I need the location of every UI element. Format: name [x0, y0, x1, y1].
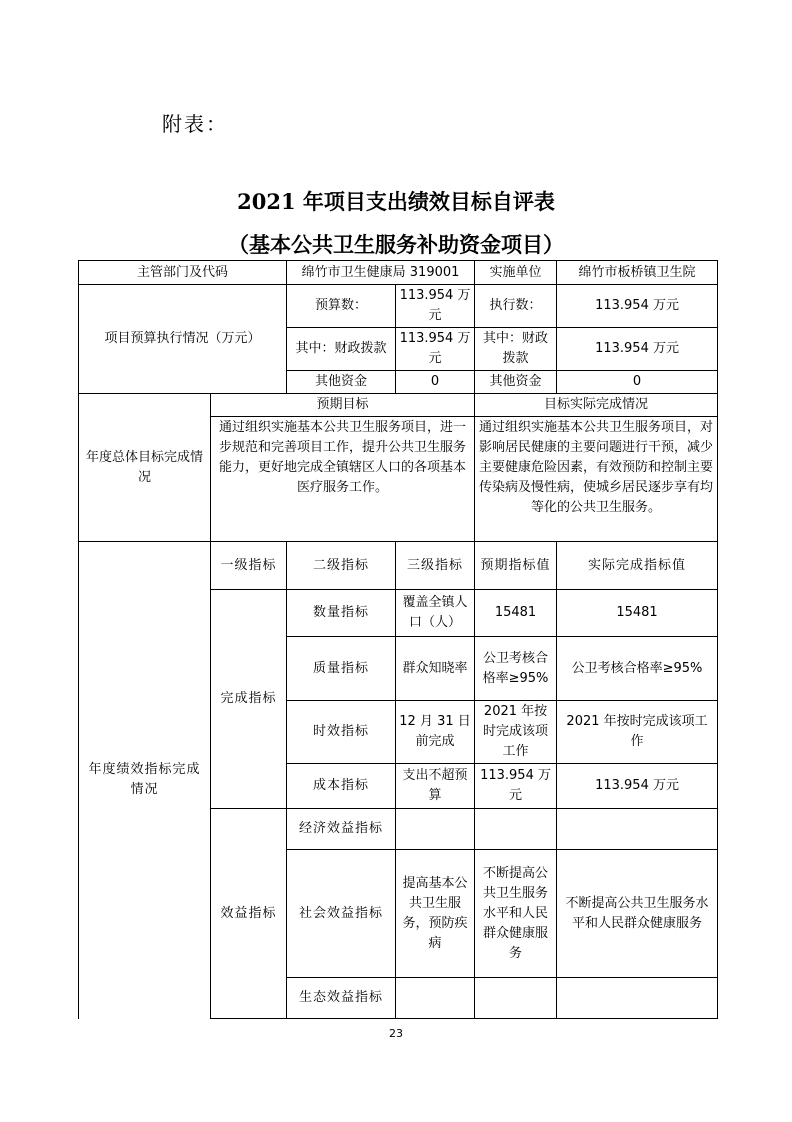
other-label: 其他资金 [287, 371, 396, 394]
table-row-expected: 2021 年按时完成该项工作 [475, 701, 557, 764]
completion-indicator-label: 完成指标 [211, 590, 287, 809]
table-row-level3: 覆盖全镇人口（人） [396, 590, 475, 637]
other-budget: 0 [396, 371, 475, 394]
impl-label: 实施单位 [475, 261, 557, 285]
table-row-level2: 成本指标 [287, 764, 396, 809]
goals-section-label: 年度总体目标完成情况 [79, 394, 211, 542]
page-title: 2021 年项目支出绩效目标自评表 [237, 189, 555, 214]
exec-label: 执行数： [475, 285, 557, 328]
actual-goal-text: 通过组织实施基本公共卫生服务项目，对影响居民健康的主要问题进行干预，减少主要健康危险因素，有效预防和控制主要传染病及慢性病，使城乡居民逐步享有均等化的公共卫生服务。 [475, 417, 718, 542]
table-row-level2: 社会效益指标 [287, 850, 396, 978]
dept-value: 绵竹市卫生健康局 319001 [287, 261, 475, 285]
attachment-label: 附表： [162, 112, 228, 136]
expected-goal-text: 通过组织实施基本公共卫生服务项目，进一步规范和完善项目工作，提升公共卫生服务能力，更好地完成全镇辖区人口的各项基本医疗服务工作。 [211, 417, 475, 542]
table-row-expected: 15481 [475, 590, 557, 637]
actual-goal-header: 目标实际完成情况 [475, 394, 718, 417]
table-row-actual: 不断提高公共卫生服务水平和人民群众健康服务 [557, 850, 718, 978]
evaluation-table [78, 260, 718, 1019]
table-row-level3 [396, 809, 475, 850]
performance-section-label: 年度绩效指标完成情况 [79, 542, 211, 1019]
table-row-level2: 经济效益指标 [287, 809, 396, 850]
table-row-level3: 支出不超预算 [396, 764, 475, 809]
table-row-expected [475, 809, 557, 850]
fiscal-budget: 113.954 万元 [396, 328, 475, 371]
page-number: 23 [389, 1027, 403, 1040]
table-row-level3: 提高基本公共卫生服务，预防疾病 [396, 850, 475, 978]
budget-section-label: 项目预算执行情况（万元） [79, 285, 287, 394]
table-row-level2: 生态效益指标 [287, 978, 396, 1019]
table-row-actual [557, 978, 718, 1019]
impl-value: 绵竹市板桥镇卫生院 [557, 261, 718, 285]
table-row-level3: 群众知晓率 [396, 637, 475, 701]
table-row-level2: 质量指标 [287, 637, 396, 701]
fiscal-exec: 113.954 万元 [557, 328, 718, 371]
table-row-actual: 15481 [557, 590, 718, 637]
col-header-level2: 二级指标 [287, 542, 396, 590]
table-row-level3: 12 月 31 日前完成 [396, 701, 475, 764]
dept-label: 主管部门及代码 [79, 261, 287, 285]
budget-value: 113.954 万元 [396, 285, 475, 328]
benefit-indicator-label: 效益指标 [211, 809, 287, 1019]
col-header-expected: 预期指标值 [475, 542, 557, 590]
col-header-level1: 一级指标 [211, 542, 287, 590]
col-header-actual: 实际完成指标值 [557, 542, 718, 590]
table-row-expected: 公卫考核合格率≥95% [475, 637, 557, 701]
table-row-level3 [396, 978, 475, 1019]
table-row-expected: 不断提高公共卫生服务水平和人民群众健康服务 [475, 850, 557, 978]
fiscal-exec-label: 其中：财政拨款 [475, 328, 557, 371]
page-subtitle: （基本公共卫生服务补助资金项目） [228, 232, 564, 257]
table-row-level2: 时效指标 [287, 701, 396, 764]
table-row-level2: 数量指标 [287, 590, 396, 637]
budget-label: 预算数： [287, 285, 396, 328]
fiscal-label: 其中：财政拨款 [287, 328, 396, 371]
table-row-expected: 113.954 万元 [475, 764, 557, 809]
exec-value: 113.954 万元 [557, 285, 718, 328]
table-row-actual: 公卫考核合格率≥95% [557, 637, 718, 701]
other-exec-label: 其他资金 [475, 371, 557, 394]
table-row-actual: 113.954 万元 [557, 764, 718, 809]
table-row-actual: 2021 年按时完成该项工作 [557, 701, 718, 764]
expected-goal-header: 预期目标 [211, 394, 475, 417]
table-row-actual [557, 809, 718, 850]
other-exec: 0 [557, 371, 718, 394]
table-row-expected [475, 978, 557, 1019]
col-header-level3: 三级指标 [396, 542, 475, 590]
